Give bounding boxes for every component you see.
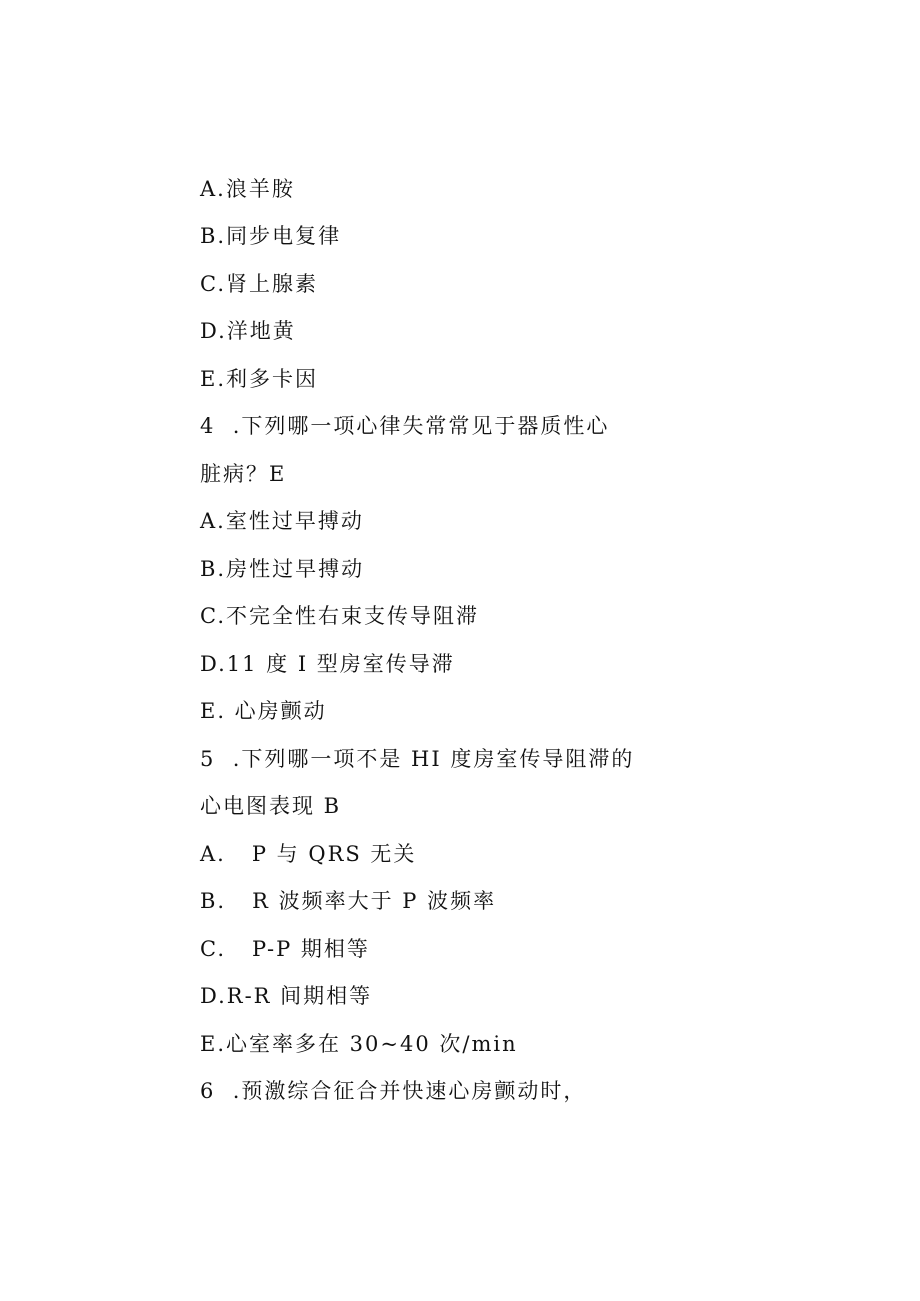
q5-option-c: C. P-P 期相等: [200, 937, 370, 961]
q4-option-a: A.室性过早搏动: [200, 509, 364, 533]
q4-option-c: C.不完全性右束支传导阻滞: [200, 604, 479, 628]
q3-option-c: C.肾上腺素: [200, 272, 318, 296]
q4-stem-line1: 4 .下列哪一项心律失常常见于器质性心: [200, 414, 610, 438]
q3-option-b: B.同步电复律: [200, 224, 342, 248]
q4-option-e: E. 心房颤动: [200, 699, 327, 723]
q4-option-d: D.11 度 I 型房室传导滞: [200, 652, 455, 676]
q5-stem-line2: 心电图表现 B: [200, 794, 342, 818]
q3-option-d: D.洋地黄: [200, 319, 296, 343]
q6-stem-line1: 6 .预激综合征合并快速心房颤动时，: [200, 1079, 587, 1103]
q5-option-a: A. P 与 QRS 无关: [200, 842, 417, 866]
q5-option-e: E.心室率多在 30~40 次/min: [200, 1032, 518, 1056]
q4-stem-line2: 脏病？E: [200, 462, 287, 486]
q5-option-d: D.R-R 间期相等: [200, 984, 373, 1008]
q4-option-b: B.房性过早搏动: [200, 557, 365, 581]
q5-option-b: B. R 波频率大于 P 波频率: [200, 889, 497, 913]
q5-stem-line1: 5 .下列哪一项不是 HI 度房室传导阻滞的: [200, 747, 635, 771]
q3-option-e: E.利多卡因: [200, 367, 319, 391]
q3-option-a: A.浪羊胺: [200, 177, 295, 201]
